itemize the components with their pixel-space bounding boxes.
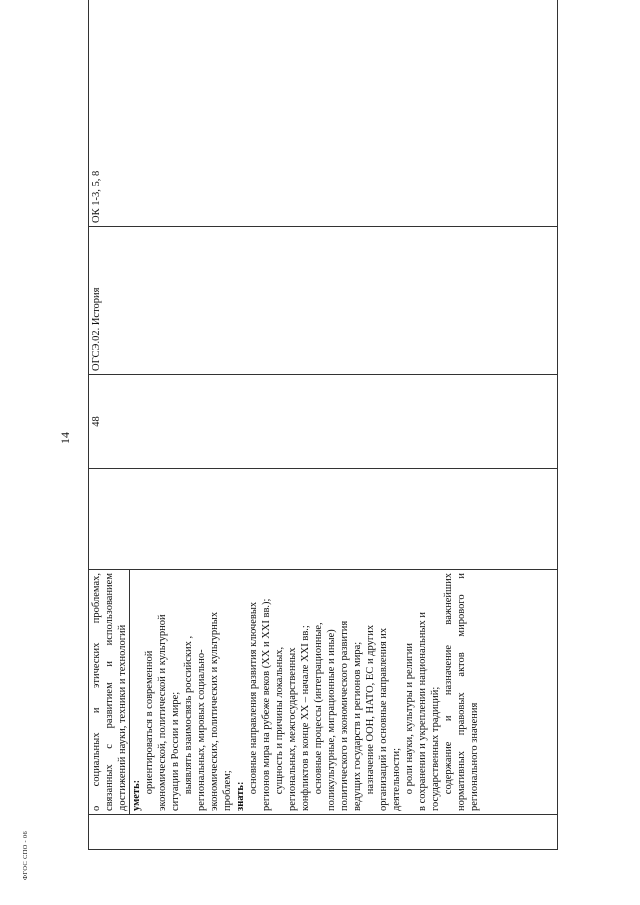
text-line: выявлять взаимосвязь российских , [183, 635, 194, 795]
text-line: ведущих государств и регионов мира; [352, 641, 363, 811]
table-row [89, 0, 558, 850]
text-line: регионального значения [469, 702, 480, 811]
text-line: о социальных и этических проблемах, [91, 573, 102, 811]
empty-cell [89, 469, 558, 570]
discipline-cell: ОГСЭ.02. История [89, 227, 558, 375]
znat-label: знать: [235, 781, 246, 811]
competencies-cell: ОК 1-3, 5, 8 [89, 0, 558, 227]
text-line: политического и экономического развития [339, 620, 350, 811]
umet-label: уметь: [131, 779, 142, 811]
intro-block [90, 570, 130, 814]
text-line: ориентироваться в современной [144, 650, 155, 795]
text-line: о роли науки, культуры и религии [404, 642, 415, 795]
text-line: региональных, межгосударственных [287, 647, 298, 811]
hours-cell: 48 [89, 375, 558, 469]
text-line: достижений науки, техники и технологий [117, 624, 128, 811]
text-line: в сохранении и укреплении национальных и [417, 612, 428, 811]
text-line: экономической, политической и культурной [157, 614, 168, 811]
index-cell [89, 815, 558, 850]
text-line: основные процессы (интеграционные, [313, 622, 324, 795]
document-footer: ФГОС СПО - 06 [22, 830, 29, 880]
text-line: нормативных правовых актов мирового и [456, 573, 467, 811]
requirements-cell [89, 570, 558, 815]
text-line: организаций и основные направления их [378, 627, 389, 811]
text-line: конфликтов в конце XX – начале XXI вв.; [300, 625, 311, 811]
text-line: региональных, мировых социально- [196, 649, 207, 811]
text-line: экономических, политических и культурных [209, 611, 220, 811]
text-line: государственных традиций; [430, 686, 441, 811]
text-line: связанных с развитием и использованием [104, 573, 115, 811]
text-line: проблем; [222, 770, 233, 811]
rotated-page-content [88, 30, 558, 850]
text-line: деятельности; [391, 747, 402, 811]
text-line: назначение ООН, НАТО, ЕС и других [365, 624, 376, 795]
text-line: сущность и причины локальных, [274, 646, 285, 795]
text-line: поликультурные, миграционные и иные) [326, 629, 337, 811]
text-line: ситуации в России и мире; [170, 691, 181, 811]
page-number: 14 [58, 432, 72, 444]
text-line: регионов мира на рубеже веков (XX и XXI вв.); [261, 598, 272, 811]
text-line: основные направления развития ключевых [248, 601, 259, 795]
curriculum-table [88, 0, 558, 850]
text-line: содержание и назначение важнейших [443, 573, 454, 795]
